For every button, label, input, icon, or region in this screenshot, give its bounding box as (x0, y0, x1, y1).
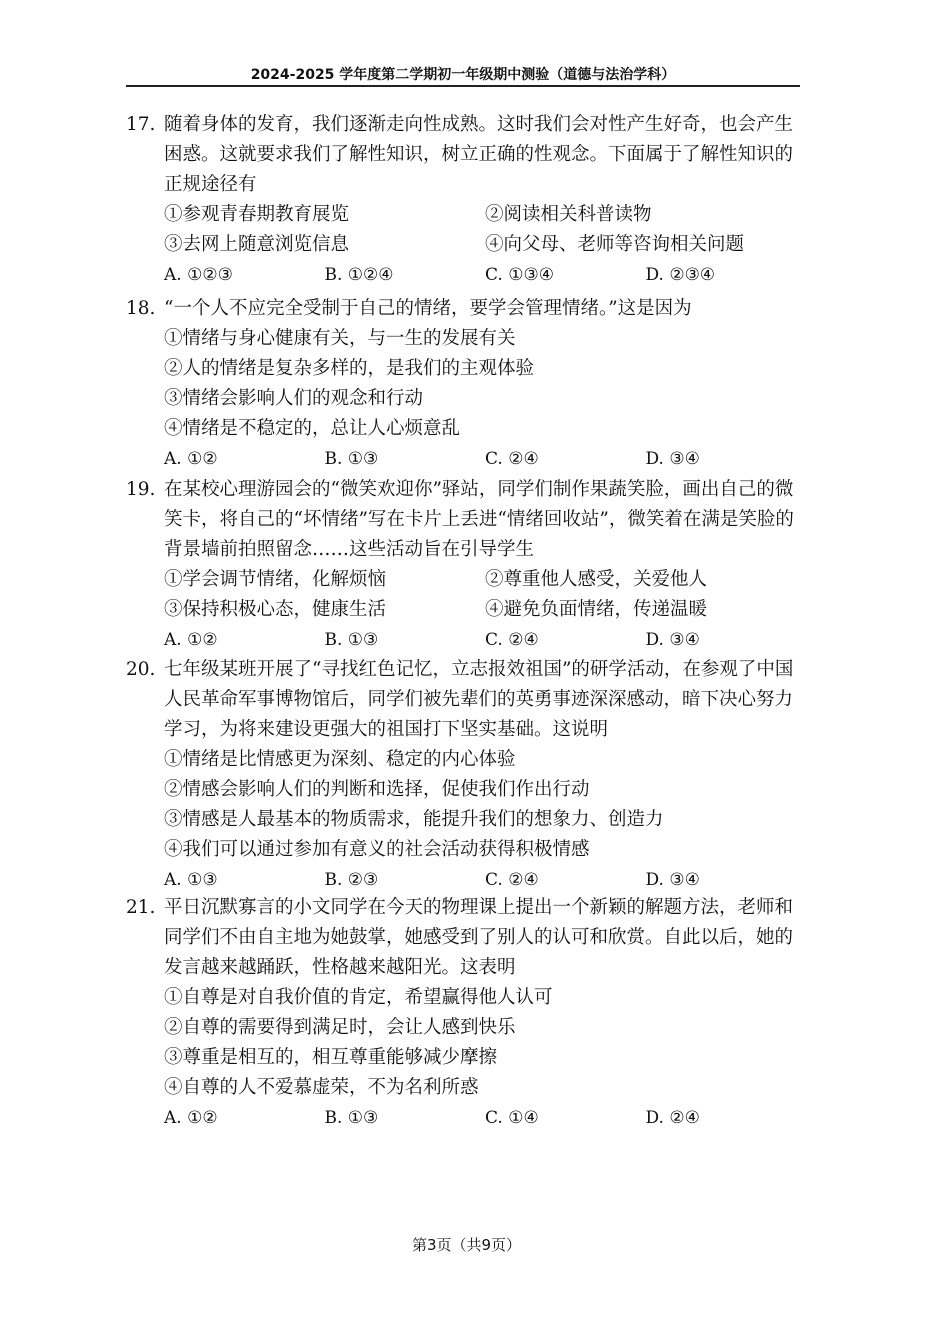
statement-3: ③保持积极心态，健康生活 (164, 599, 387, 620)
question-19 (126, 475, 806, 655)
option-d: D. ③④ (645, 449, 700, 469)
answer-options (126, 260, 806, 290)
question-stem (126, 475, 806, 565)
answer-options (126, 625, 806, 655)
option-c: C. ②④ (485, 449, 539, 469)
option-c: C. ①④ (485, 1108, 539, 1128)
question-text: 平日沉默寡言的小文同学在今天的物理课上提出一个新颖的解题方法，老师和同学们不由自主地为她鼓掌，她感受到了别人的认可和欣赏。自此以后，她的发言越来越踊跃，性格越来越阳光。这表明 (164, 897, 794, 978)
question-number: 18. (126, 298, 156, 319)
answer-options (126, 1103, 806, 1133)
question-stem (126, 110, 806, 200)
answer-options (126, 444, 806, 474)
statement-row (126, 200, 806, 230)
statement-4: ④向父母、老师等咨询相关问题 (485, 234, 745, 255)
question-number: 17. (126, 114, 156, 135)
question-stem (126, 294, 806, 324)
question-stem (126, 655, 806, 745)
option-d: D. ③④ (645, 870, 700, 890)
option-b: B. ②③ (324, 870, 379, 890)
option-c: C. ②④ (485, 870, 539, 890)
question-text: 七年级某班开展了“寻找红色记忆，立志报效祖国”的研学活动，在参观了中国人民革命军事博物馆后，同学们被先辈们的英勇事迹深深感动，暗下决心努力学习，为将来建设更强大的祖国打下坚实基础。这说明 (164, 659, 794, 740)
statement-4: ④避免负面情绪，传递温暖 (485, 599, 708, 620)
statement-3: ③去网上随意浏览信息 (164, 234, 350, 255)
option-c: C. ①③④ (485, 265, 554, 285)
statement-4: ④情绪是不稳定的，总让人心烦意乱 (164, 418, 461, 439)
option-c: C. ②④ (485, 630, 539, 650)
statement-1: ①自尊是对自我价值的肯定，希望赢得他人认可 (164, 987, 553, 1008)
statement-3: ③情感是人最基本的物质需求，能提升我们的想象力、创造力 (164, 809, 664, 830)
question-text: “一个人不应完全受制于自己的情绪，要学会管理情绪。”这是因为 (164, 298, 692, 319)
statement-2: ②尊重他人感受，关爱他人 (485, 569, 708, 590)
page-header: 2024-2025 学年度第二学期初一年级期中测验（道德与法治学科） (250, 67, 676, 83)
option-b: B. ①③ (324, 1108, 379, 1128)
question-18 (126, 294, 806, 474)
question-text: 随着身体的发育，我们逐渐走向性成熟。这时我们会对性产生好奇，也会产生困惑。这就要求我们了解性知识，树立正确的性观念。下面属于了解性知识的正规途径有 (164, 114, 794, 195)
statement-1: ①参观青春期教育展览 (164, 204, 350, 225)
option-a: A. ①② (164, 449, 218, 469)
statement-1: ①情绪与身心健康有关，与一生的发展有关 (164, 328, 516, 349)
option-d: D. ②④ (645, 1108, 700, 1128)
option-a: A. ①② (164, 1108, 218, 1128)
option-a: A. ①②③ (164, 265, 233, 285)
answer-options (126, 865, 806, 895)
header-rule (126, 85, 800, 87)
statement-1: ①学会调节情绪，化解烦恼 (164, 569, 387, 590)
page-footer: 第3页（共9页） (411, 1236, 522, 1254)
question-17 (126, 110, 806, 290)
option-b: B. ①③ (324, 630, 379, 650)
statement-row (126, 595, 806, 625)
question-stem (126, 893, 806, 983)
statement-2: ②情感会影响人们的判断和选择，促使我们作出行动 (164, 779, 590, 800)
question-number: 21. (126, 897, 156, 918)
option-d: D. ③④ (645, 630, 700, 650)
option-b: B. ①③ (324, 449, 379, 469)
question-text: 在某校心理游园会的“微笑欢迎你”驿站，同学们制作果蔬笑脸，画出自己的微笑卡，将自己的“坏情绪”写在卡片上丢进“情绪回收站”，微笑着在满是笑脸的背景墙前拍照留念……这些活动旨在引导学生 (164, 479, 794, 560)
statement-2: ②人的情绪是复杂多样的，是我们的主观体验 (164, 358, 535, 379)
statement-3: ③情绪会影响人们的观念和行动 (164, 388, 424, 409)
option-a: A. ①② (164, 630, 218, 650)
question-number: 20. (126, 659, 156, 680)
question-21 (126, 893, 806, 1133)
question-number: 19. (126, 479, 156, 500)
statement-1: ①情绪是比情感更为深刻、稳定的内心体验 (164, 749, 516, 770)
statement-2: ②自尊的需要得到满足时，会让人感到快乐 (164, 1017, 516, 1038)
option-b: B. ①②④ (324, 265, 394, 285)
question-20 (126, 655, 806, 895)
statement-2: ②阅读相关科普读物 (485, 204, 652, 225)
statement-4: ④自尊的人不爱慕虚荣，不为名利所惑 (164, 1077, 479, 1098)
option-d: D. ②③④ (645, 265, 716, 285)
statement-row (126, 230, 806, 260)
statement-4: ④我们可以通过参加有意义的社会活动获得积极情感 (164, 839, 590, 860)
option-a: A. ①③ (164, 870, 218, 890)
statement-row (126, 565, 806, 595)
statement-3: ③尊重是相互的，相互尊重能够减少摩擦 (164, 1047, 498, 1068)
